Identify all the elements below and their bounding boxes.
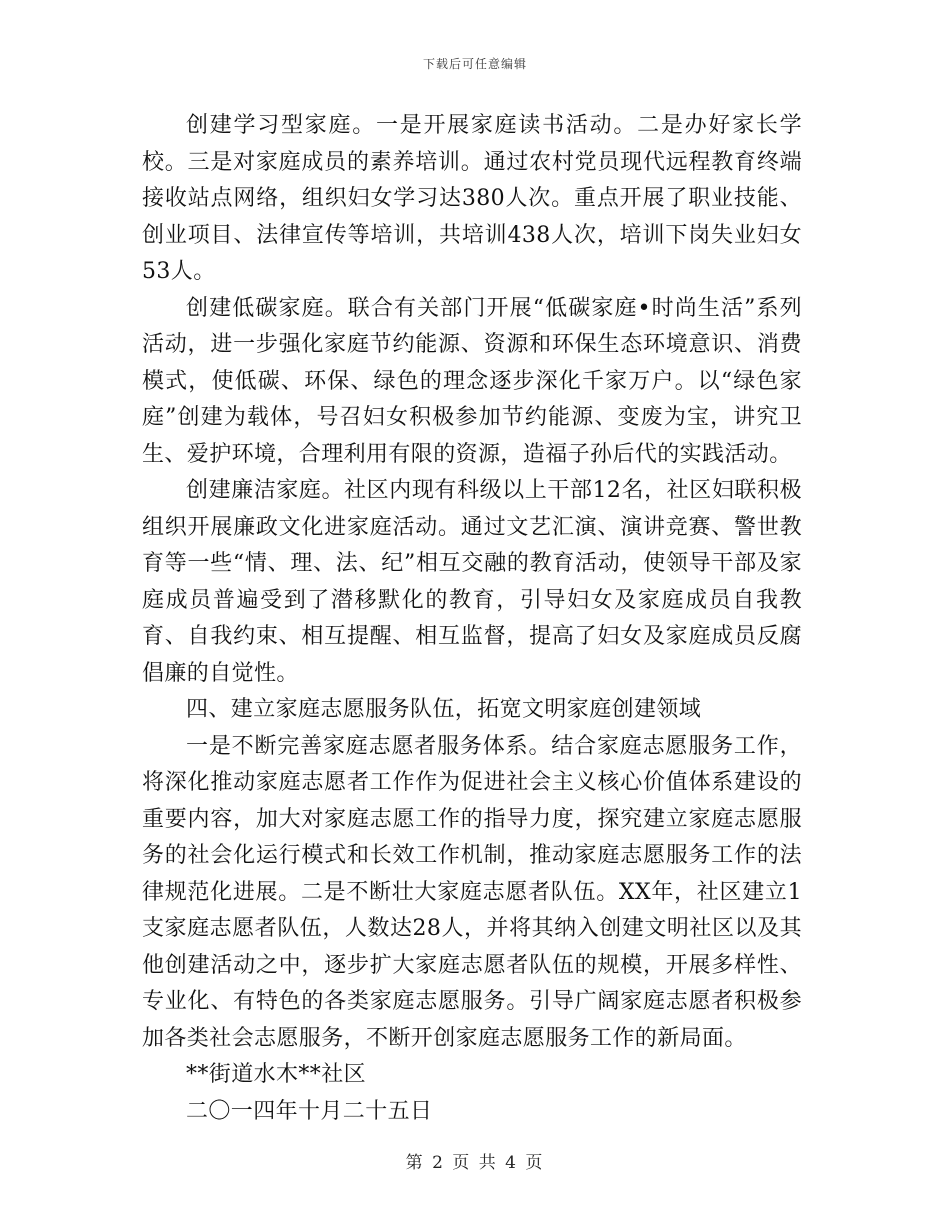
paragraph-clean-family: 创建廉洁家庭。社区内现有科级以上干部12名，社区妇联积极组织开展廉政文化进家庭活动。通过文艺汇演、演讲竞赛、警世教育等一些“情、理、法、纪”相互交融的教育活动，使领导干部及家庭成员普遍受到了潜移默化的教育，引导妇女及家庭成员自我教育、自我约束、相互提醒、相互监督，提高了妇女及家庭成员反腐倡廉的自觉性。 (142, 478, 802, 686)
document-body (142, 108, 802, 1130)
paragraph-learning-family: 创建学习型家庭。一是开展家庭读书活动。二是办好家长学校。三是对家庭成员的素养培训。通过农村党员现代远程教育终端接收站点网络，组织妇女学习达380人次。重点开展了职业技能、创业项目、法律宣传等培训，共培训438人次，培训下岗失业妇女53人。 (142, 113, 802, 284)
page-header: 下载后可任意编辑 (422, 57, 527, 71)
signature-organization: **街道水木**社区 (186, 1062, 367, 1087)
signature-date: 二〇一四年十月二十五日 (186, 1098, 433, 1124)
paragraph-volunteer-service: 一是不断完善家庭志愿者服务体系。结合家庭志愿服务工作，将深化推动家庭志愿者工作作为促进社会主义核心价值体系建设的重要内容，加大对家庭志愿工作的指导力度，探究建立家庭志愿服务的社会化运行模式和长效工作机制，推动家庭志愿服务工作的法律规范化进展。二是不断壮大家庭志愿者队伍。XX年，社区建立1支家庭志愿者队伍，人数达28人，并将其纳入创建文明社区以及其他创建活动之中，逐步扩大家庭志愿者队伍的规模，开展多样性、专业化、有特色的各类家庭志愿服务。引导广阔家庭志愿者积极参加各类社会志愿服务，不断开创家庭志愿服务工作的新局面。 (142, 733, 802, 1051)
page-number-footer: 第 2 页 共 4 页 (405, 1153, 545, 1173)
paragraph-low-carbon-family: 创建低碳家庭。联合有关部门开展“低碳家庭•时尚生活”系列活动，进一步强化家庭节约能源、资源和环保生态环境意识、消费模式，使低碳、环保、绿色的理念逐步深化千家万户。以“绿色家庭”创建为载体，号召妇女积极参加节约能源、变废为宝，讲究卫生、爱护环境，合理利用有限的资源，造福子孙后代的实践活动。 (142, 295, 802, 467)
section-heading-volunteer: 四、建立家庭志愿服务队伍，拓宽文明家庭创建领域 (186, 697, 702, 722)
